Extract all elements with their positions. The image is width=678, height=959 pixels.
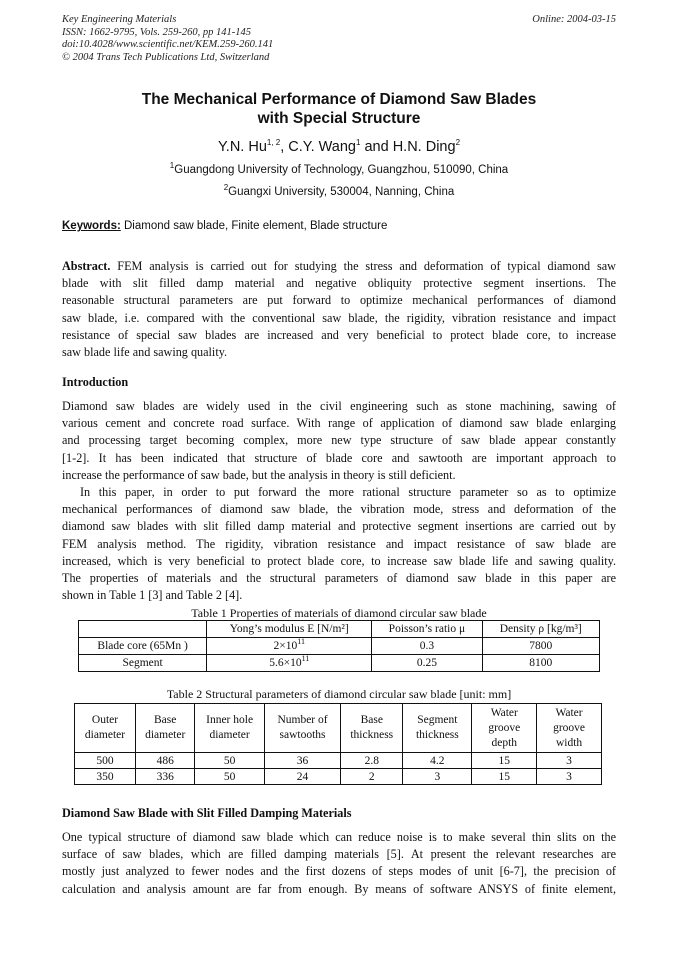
journal-header [62, 14, 273, 64]
body-line: mostly just analyzed to fewer nodes and the first dozens of steps modes of unit [6-7], the precision of [62, 864, 616, 879]
abstract-line: reasonable structural parameters are put forward to optimize mechanical performances of diamond [62, 293, 616, 308]
body-line: shown in Table 1 [3] and Table 2 [4]. [62, 588, 243, 603]
table-cell: 3 [537, 769, 602, 785]
body-line: mechanical performances of diamond saw blade, the vibration mode, stress and deformation of the [62, 502, 616, 517]
body-line: various cement and concrete road surface. With range of application of diamond saw blade enlarging [62, 416, 616, 431]
paper-title [62, 90, 616, 128]
table-2-caption: Table 2 Structural parameters of diamond circular saw blade [unit: mm] [166, 687, 512, 701]
keywords [62, 220, 616, 232]
table-cell: 4.2 [403, 753, 472, 769]
table-cell: Blade core (65Mn ) [79, 638, 207, 655]
table-cell: 486 [135, 753, 194, 769]
table-cell: $5.6\times 10^{11}$ [207, 655, 372, 672]
table-cell: 2 [341, 769, 403, 785]
table-header-cell: Inner hole diameter [195, 704, 264, 753]
affiliation-text: Guangxi University, 530004, Nanning, China [228, 186, 455, 198]
affiliation-1 [62, 161, 616, 176]
affiliation-2 [62, 183, 616, 198]
section-2-body [62, 829, 616, 898]
section-heading-introduction: Introduction [62, 375, 129, 389]
table-cell: Segment [79, 655, 207, 672]
online-date: Online: 2004-03-15 [532, 14, 616, 25]
body-line: [1-2]. It has been indicated that structure of blade core and sawtooth are important approach to [62, 450, 616, 465]
author-2-affil: 1 [356, 138, 361, 148]
journal-name: Key Engineering Materials [62, 14, 177, 25]
keywords-text: Diamond saw blade, Finite element, Blade structure [120, 220, 388, 232]
table-2 [74, 703, 602, 785]
table-cell: 36 [264, 753, 340, 769]
table-header-cell: Yong’s modulus E [N/m²] [207, 621, 372, 638]
body-line: increase the performance of saw bade, but the analysis in theory is still deficient. [62, 467, 456, 482]
table-1-caption: Table 1 Properties of materials of diamond circular saw blade [191, 606, 487, 620]
table-header-row [75, 704, 602, 753]
body-line: Diamond saw blades are widely used in the civil engineering such as stone machining, sawing of [62, 399, 616, 413]
abstract [62, 258, 616, 361]
abstract-line: resistance of special saw blades are increased and very beneficial to protect blade core, to increase [62, 327, 616, 342]
body-line: surface of saw blades, which are filled damping materials [5]. At present the relevant researches are [62, 847, 616, 862]
abstract-line: blade with slit filled damp material and negative obliquity protective segment insertions. The [62, 276, 616, 291]
abstract-line: Abstract. FEM analysis is carried out for studying the stress and deformation of typical diamond saw [62, 259, 616, 273]
author-3: H.N. Ding [392, 139, 456, 155]
table-cell: 15 [472, 753, 537, 769]
author-list [62, 139, 616, 155]
table-row [79, 638, 600, 655]
keywords-label: Keywords: [62, 220, 121, 232]
introduction-body [62, 398, 616, 604]
table-cell: 3 [403, 769, 472, 785]
author-1-affil: 1, 2 [266, 138, 281, 148]
table-cell: 0.3 [372, 638, 482, 655]
body-line: In this paper, in order to put forward the more rational structure parameter so as to optimize [80, 485, 616, 500]
table-header-cell: Water groove width [537, 704, 602, 753]
section-heading-slit-damping: Diamond Saw Blade with Slit Filled Damping Materials [62, 806, 352, 820]
abstract-line: saw blade life and sawing quality. [62, 345, 228, 360]
table-cell: 336 [135, 769, 194, 785]
copyright-line: © 2004 Trans Tech Publications Ltd, Switzerland [62, 51, 270, 63]
table-cell: 350 [75, 769, 136, 785]
table-cell: 24 [264, 769, 340, 785]
body-line: The properties of materials and the structural parameters of diamond saw blade in this paper are [62, 571, 616, 586]
table-header-cell: Outer diameter [75, 704, 136, 753]
table-cell: 0.25 [372, 655, 482, 672]
body-line: One typical structure of diamond saw blade which can reduce noise is to make several thin slits on the [62, 830, 616, 844]
table-header-cell: Base thickness [341, 704, 403, 753]
table-header-cell: Density ρ [kg/m³] [482, 621, 599, 638]
table-header-cell: Base diameter [135, 704, 194, 753]
doi-line[interactable]: doi:10.4028/www.scientific.net/KEM.259-260.141 [62, 39, 274, 50]
abstract-label: Abstract. [62, 259, 111, 273]
table-row [75, 753, 602, 769]
table-cell: 15 [472, 769, 537, 785]
table-header-cell: Segment thickness [403, 704, 472, 753]
author-3-affil: 2 [455, 138, 461, 148]
issn-line: ISSN: 1662-9795, Vols. 259-260, pp 141-145 [62, 26, 251, 38]
table-1 [78, 620, 600, 672]
table-header-cell [79, 621, 207, 638]
table-cell: $2\times 10^{11}$ [207, 638, 372, 655]
body-line: and processing target becoming complex, more new type structure of saw blade appear constantly [62, 433, 616, 448]
table-cell: 2.8 [341, 753, 403, 769]
table-header-row [79, 621, 600, 638]
table-cell: 50 [195, 769, 264, 785]
affiliation-text: Guangdong University of Technology, Guangzhou, 510090, China [174, 164, 509, 176]
table-row [79, 655, 600, 672]
table-header-cell: Poisson’s ratio μ [372, 621, 482, 638]
table-row [75, 769, 602, 785]
affiliation-marker: 1 [169, 161, 175, 171]
title-line-2: with Special Structure [257, 110, 421, 127]
table-cell: 50 [195, 753, 264, 769]
author-separator: and [360, 139, 393, 155]
table-cell: 7800 [482, 638, 599, 655]
affiliation-marker: 2 [223, 183, 229, 193]
body-line: diamond saw blades with slit filled damp material and protective segment insertions are carried out by [62, 519, 616, 534]
body-line: increased, which is very beneficial to protect blade core, to increase saw blade life and sawing quality. [62, 553, 616, 568]
abstract-line: saw blade, i.e. compared with the conventional saw blade, the rigidity, vibration resistance and impact [62, 310, 616, 325]
author-1: Y.N. Hu [217, 139, 267, 155]
body-line: calculation and analysis amount are far from enough. By means of software ANSYS of finite element, [62, 881, 616, 896]
table-header-cell: Number of sawtooths [264, 704, 340, 753]
table-cell: 3 [537, 753, 602, 769]
author-2: C.Y. Wang [288, 139, 356, 155]
author-separator: , [280, 139, 289, 155]
table-header-cell: Water groove depth [472, 704, 537, 753]
body-line: FEM analysis method. The rigidity, vibration resistance and impact resistance of saw blade are [62, 536, 616, 551]
title-line-1: The Mechanical Performance of Diamond Saw Blades [141, 91, 537, 108]
table-cell: 500 [75, 753, 136, 769]
table-cell: 8100 [482, 655, 599, 672]
